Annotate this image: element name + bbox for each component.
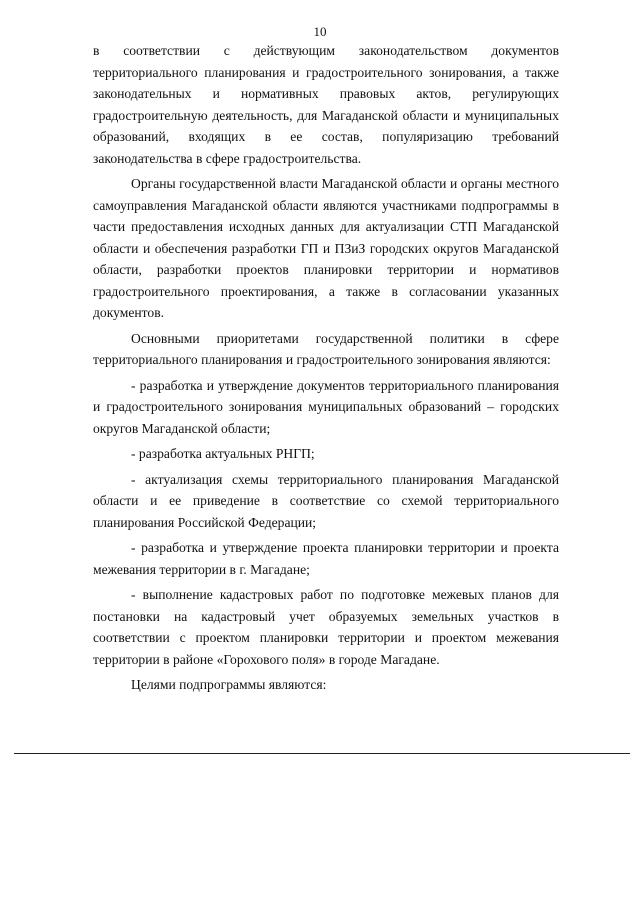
paragraph-1: в соответствии с действующим законодательством документов территориального планирования и градостроительного зонирования, а также законодательных и нормативных правовых актов, регулирующих градостроительную деятельность, для Магаданской области и муниципальных образований, входящих в ее состав, популяризацию требований законодательства в сфере градостроительства. bbox=[93, 43, 559, 166]
list-item-4: - разработка и утверждение проекта планировки территории и проекта межевания территории в г. Магадане; bbox=[93, 540, 559, 577]
paragraph-3: Основными приоритетами государственной политики в сфере территориального планирования и градостроительного зонирования являются: bbox=[93, 330, 559, 367]
paragraph-2: Органы государственной власти Магаданской области и органы местного самоуправления Магаданской области являются участниками подпрограммы в части предоставления исходных данных для актуализации СТП Магаданской области и обеспечения разработки ГП и ПЗиЗ городских округов Магаданской области, разработки проектов планировки территории и нормативов градостроительного проектирования, а также в согласовании указанных документов. bbox=[93, 176, 559, 320]
list-item-2: - разработка актуальных РНГП; bbox=[131, 446, 315, 461]
body-text bbox=[93, 40, 559, 696]
horizontal-rule bbox=[14, 753, 630, 754]
list-item-1: - разработка и утверждение документов территориального планирования и градостроительного зонирования муниципальных образований – городских округов Магаданской области; bbox=[93, 377, 559, 436]
paragraph-goals: Целями подпрограммы являются: bbox=[131, 677, 327, 692]
list-item-3: - актуализация схемы территориального планирования Магаданской области и ее приведение в соответствие со схемой территориального планирования Российской Федерации; bbox=[93, 471, 559, 530]
list-item-5: - выполнение кадастровых работ по подготовке межевых планов для постановки на кадастровый учет образуемых земельных участков в соответствии с проектом планировки территории и проектом межевания территории в районе «Горохового поля» в городе Магадане. bbox=[93, 587, 559, 667]
page-number: 10 bbox=[313, 24, 327, 39]
